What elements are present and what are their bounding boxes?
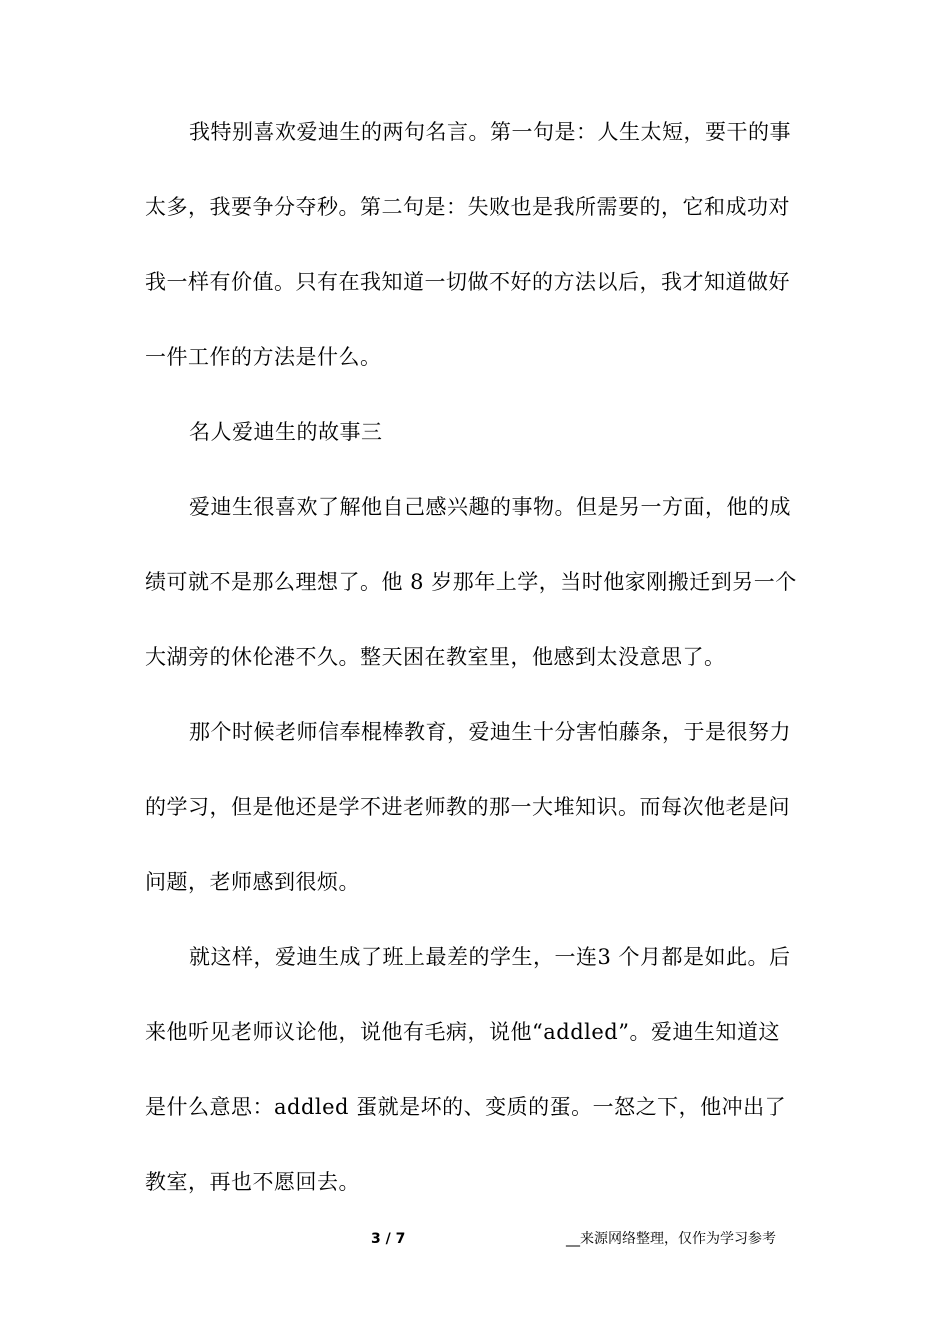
text-line: 是什么意思：addled 蛋就是坏的、变质的蛋。一怒之下，他冲出了 <box>145 1095 787 1119</box>
text-line: 来他听见老师议论他，说他有毛病，说他“addled”。爱迪生知道这 <box>145 1020 780 1044</box>
text-line: 绩可就不是那么理想了。他 8 岁那年上学，当时他家刚搬迁到另一个 <box>145 570 797 594</box>
footer-note: __来源网络整理，仅作为学习参考 <box>566 1231 776 1247</box>
text-line: 的学习，但是他还是学不进老师教的那一大堆知识。而每次他老是问 <box>145 795 790 819</box>
text-line: 问题，老师感到很烦。 <box>145 870 360 894</box>
text-line: 太多，我要争分夺秒。第二句是：失败也是我所需要的，它和成功对 <box>145 195 790 219</box>
text-line: 我特别喜欢爱迪生的两句名言。第一句是：人生太短，要干的事 <box>189 120 791 144</box>
text-line: 我一样有价值。只有在我知道一切做不好的方法以后，我才知道做好 <box>145 270 790 294</box>
text-line: 大湖旁的休伦港不久。整天困在教室里，他感到太没意思了。 <box>145 645 726 669</box>
text-line: 教室，再也不愿回去。 <box>145 1170 360 1194</box>
section-heading: 名人爱迪生的故事三 <box>189 420 383 444</box>
text-line: 就这样，爱迪生成了班上最差的学生，一连3 个月都是如此。后 <box>189 945 791 969</box>
text-line: 爱迪生很喜欢了解他自己感兴趣的事物。但是另一方面，他的成 <box>189 495 791 519</box>
page-number: 3 / 7 <box>371 1231 406 1247</box>
text-line: 那个时候老师信奉棍棒教育，爱迪生十分害怕藤条，于是很努力 <box>189 720 791 744</box>
text-line: 一件工作的方法是什么。 <box>145 345 382 369</box>
